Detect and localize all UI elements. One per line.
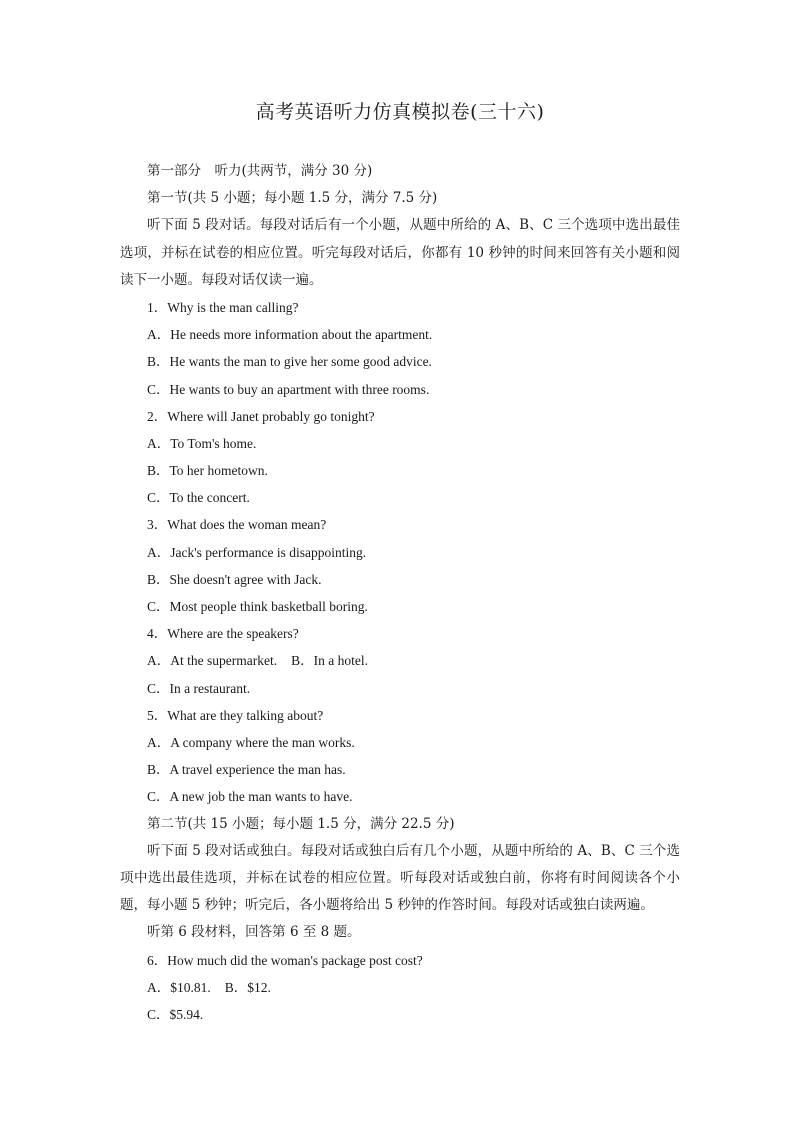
option-a: A．At the supermarket. [147,653,278,669]
options-ab-row [120,974,680,1001]
part1-heading: 第一部分 听力(共两节，满分 30 分) [147,163,373,179]
option-b: B．To her hometown. [147,463,268,479]
option-b: B．In a hotel. [291,653,368,669]
material-note: 听第 6 段材料，回答第 6 至 8 题。 [147,924,361,941]
section1-heading: 第一节(共 5 小题；每小题 1.5 分，满分 7.5 分) [147,190,438,207]
option-a: A．$10.81. [147,979,211,995]
option-b: B．He wants the man to give her some good advice. [147,354,432,370]
option-c: C．To the concert. [147,490,250,506]
option-c: C．A new job the man wants to have. [147,789,353,805]
options-ab-row [120,647,680,674]
option-b: B．$12. [224,979,271,995]
option-a: A．To Tom's home. [147,435,257,451]
section1-instructions: 听下面 5 段对话。每段对话后有一个小题，从题中所给的 A、B、C 三个选项中选出最佳选项，并标在试卷的相应位置。听完每段对话后，你都有 10 秒钟的时间来回答有关小题和阅读下一小题。每段对话仅读一遍。 [120,217,680,288]
question-stem: 1．Why is the man calling? [147,299,299,315]
option-c: C．Most people think basketball boring. [147,599,368,615]
page-title: 高考英语听力仿真模拟卷(三十六) [255,101,545,123]
exam-content [120,158,680,1028]
question-stem: 6．How much did the woman's package post cost? [147,952,423,968]
option-c: C．He wants to buy an apartment with three rooms. [147,381,430,397]
option-a: A．A company where the man works. [147,734,355,750]
question-stem: 5．What are they talking about? [147,707,324,723]
question-stem: 3．What does the woman mean? [147,517,327,533]
question-stem: 4．Where are the speakers? [147,626,299,642]
question-stem: 2．Where will Janet probably go tonight? [147,408,375,424]
option-a: A．Jack's performance is disappointing. [147,544,367,560]
section2-heading: 第二节(共 15 小题；每小题 1.5 分，满分 22.5 分) [147,815,455,832]
option-a: A．He needs more information about the apartment. [147,327,433,343]
option-c: C．$5.94. [147,1006,204,1022]
option-b: B．A travel experience the man has. [147,762,346,778]
option-b: B．She doesn't agree with Jack. [147,571,322,587]
section2-instructions: 听下面 5 段对话或独白。每段对话或独白后有几个小题，从题中所给的 A、B、C 三个选项中选出最佳选项，并标在试卷的相应位置。听每段对话或独白前，你将有时间阅读各个小题，每小题 5 秒钟；听完后，各小题将给出 5 秒钟的作答时间。每段对话或独白读两遍。 [120,842,680,914]
option-c: C．In a restaurant. [147,680,251,696]
